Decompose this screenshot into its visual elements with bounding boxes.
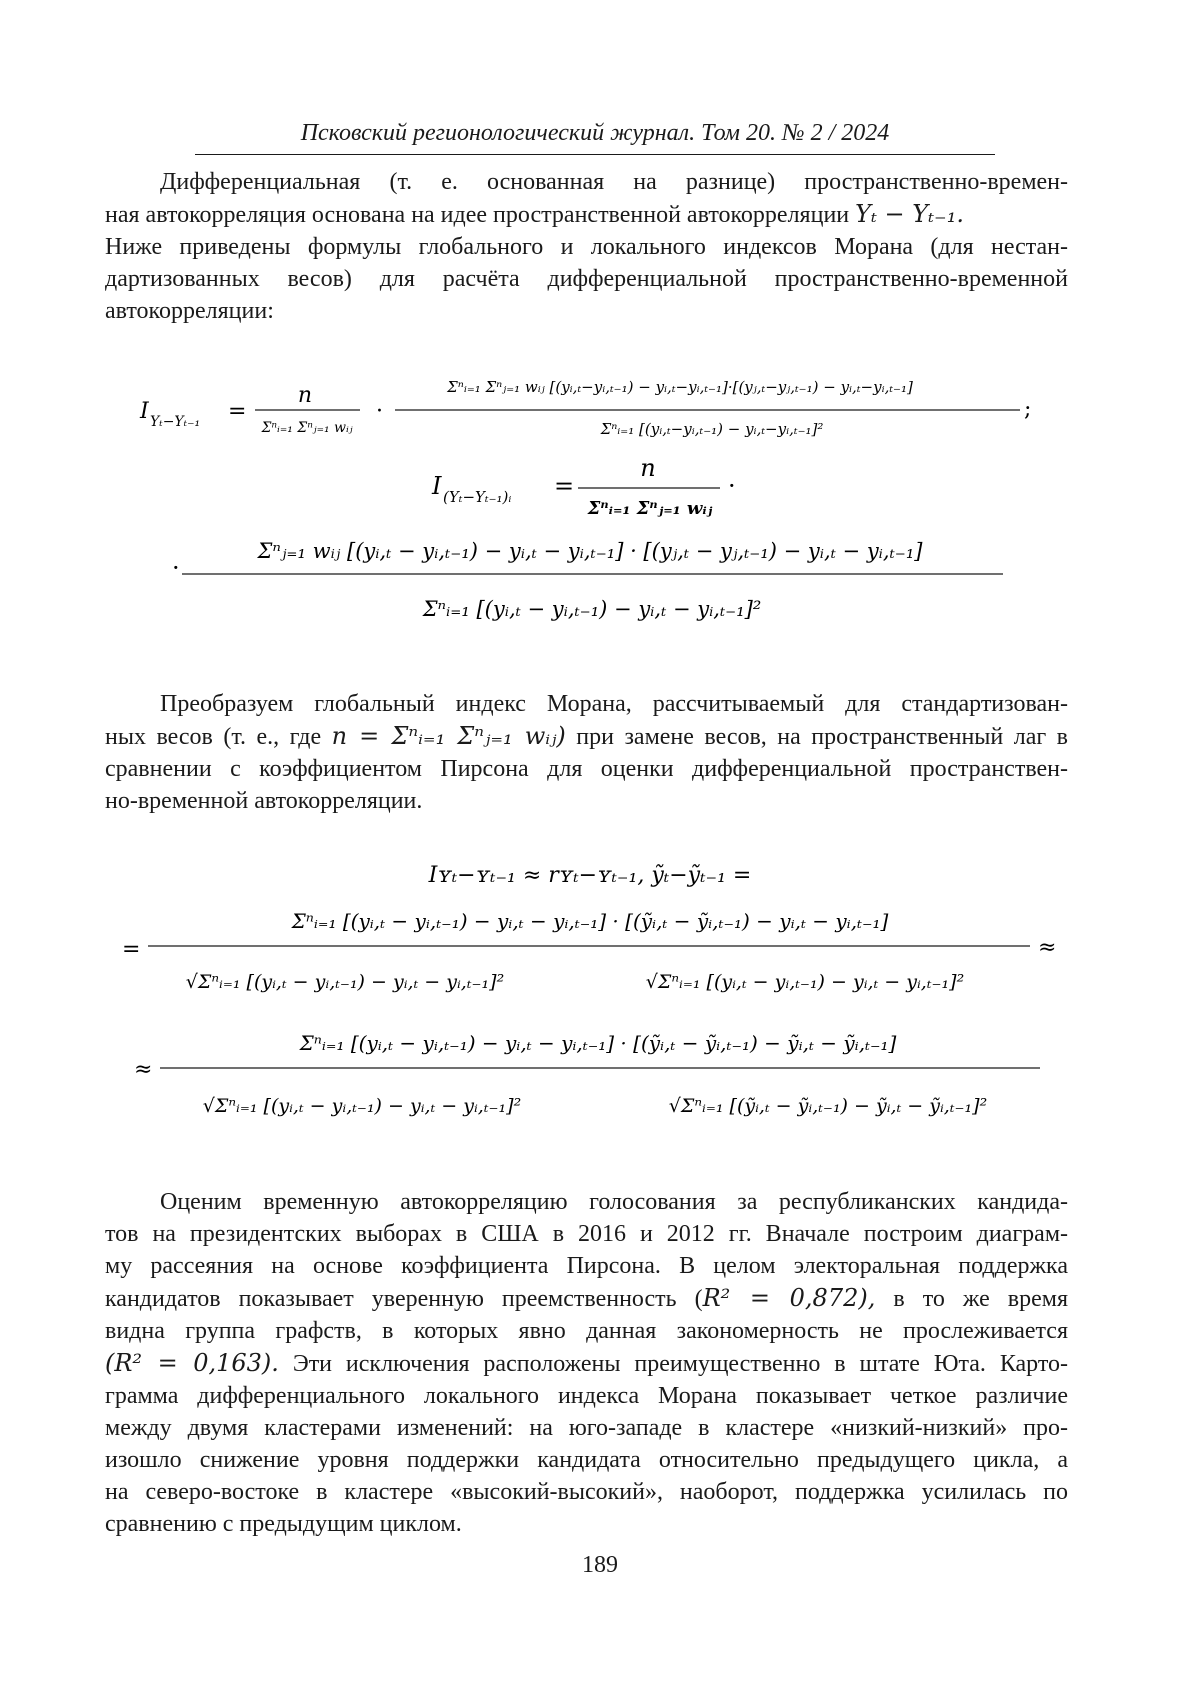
p3-line-10: на северо-востоке в кластере «высокий-высокий», наоборот, поддержка усилилась по bbox=[105, 1479, 1068, 1505]
f3-eq: = bbox=[122, 937, 141, 962]
p1-line-1: Дифференциальная (т. е. основанная на разнице) пространственно-времен- bbox=[160, 169, 1068, 195]
f3-den2b: √Σⁿᵢ₌₁ [(ỹᵢ,ₜ − ỹᵢ,ₜ₋₁) − ỹᵢ,ₜ − ỹᵢ,ₜ₋₁]² bbox=[668, 1095, 988, 1117]
p3-line-3: му рассеяния на основе коэффициента Пирсона. В целом электоральная поддержка bbox=[105, 1253, 1068, 1279]
p3-line-4-a: кандидатов показывает уверенную преемственность ( bbox=[105, 1286, 703, 1312]
f1-big-den: Σⁿᵢ₌₁ [(yᵢ,ₜ−yᵢ,ₜ₋₁) − yᵢ,ₜ−yᵢ,ₜ₋₁]² bbox=[600, 420, 824, 438]
p1-line-2 bbox=[105, 198, 1068, 231]
f3-head: Iʏₜ−ʏₜ₋₁ ≈ rʏₜ−ʏₜ₋₁, ỹₜ−ỹₜ₋₁ = bbox=[428, 863, 752, 888]
p1-line-4: дартизованных весов) для расчёта дифференциальной пространственно-временной bbox=[105, 266, 1068, 292]
p3-line-4 bbox=[105, 1282, 1068, 1315]
f1-big-num: Σⁿᵢ₌₁ Σⁿⱼ₌₁ wᵢⱼ [(yᵢ,ₜ−yᵢ,ₜ₋₁) − yᵢ,ₜ−yᵢ,ₜ₋₁]·[(yⱼ,ₜ−yⱼ,ₜ₋₁) − yᵢ,ₜ−yᵢ,ₜ₋₁] bbox=[447, 378, 913, 396]
f3-den1a: √Σⁿᵢ₌₁ [(yᵢ,ₜ − yᵢ,ₜ₋₁) − yᵢ,ₜ − yᵢ,ₜ₋₁]² bbox=[185, 971, 505, 993]
f2-lhs-sub: (Yₜ−Yₜ₋₁)ᵢ bbox=[443, 488, 512, 506]
p2-line-4: но-временной автокорреляции. bbox=[105, 788, 423, 814]
f3-den1b: √Σⁿᵢ₌₁ [(yᵢ,ₜ − yᵢ,ₜ₋₁) − yᵢ,ₜ − yᵢ,ₜ₋₁]² bbox=[645, 971, 965, 993]
p3-line-6-text: Эти исключения расположены преимущественно в штате Юта. Карто- bbox=[292, 1351, 1069, 1377]
f3-num1: Σⁿᵢ₌₁ [(yᵢ,ₜ − yᵢ,ₜ₋₁) − yᵢ,ₜ − yᵢ,ₜ₋₁] · [(ỹᵢ,ₜ − ỹᵢ,ₜ₋₁) − yᵢ,ₜ − yᵢ,ₜ₋₁] bbox=[291, 909, 889, 933]
f3-den2a: √Σⁿᵢ₌₁ [(yᵢ,ₜ − yᵢ,ₜ₋₁) − yᵢ,ₜ − yᵢ,ₜ₋₁]² bbox=[202, 1095, 522, 1117]
f1-equals: = bbox=[228, 399, 247, 424]
p3-line-11: сравнению с предыдущим циклом. bbox=[105, 1511, 462, 1537]
p3-line-8: между двумя кластерами изменений: на юго-западе в кластере «низкий-низкий» про- bbox=[105, 1415, 1068, 1441]
p3-line-7: грамма дифференциального локального индекса Морана показывает четкое различие bbox=[105, 1383, 1068, 1409]
p2-line-2-a: ных весов (т. е., где bbox=[105, 724, 322, 750]
p1-line-2-text: ная автокорреляция основана на идее пространственной автокорреляции bbox=[105, 202, 850, 228]
f1-lhs-sub: Yₜ−Yₜ₋₁ bbox=[150, 414, 201, 430]
f1-frac-den: Σⁿᵢ₌₁ Σⁿⱼ₌₁ wᵢⱼ bbox=[261, 420, 353, 436]
f1-dot: · bbox=[376, 399, 383, 424]
paragraph-2 bbox=[105, 688, 1068, 817]
paragraph-3 bbox=[105, 1186, 1068, 1540]
f1-frac-num: n bbox=[297, 383, 313, 408]
f2-lead-dot: · bbox=[172, 554, 180, 582]
p2-line-2 bbox=[105, 720, 1068, 753]
paragraph-1 bbox=[105, 166, 1068, 327]
p1-line-5: автокорреляции: bbox=[105, 298, 274, 324]
f2-num: Σⁿⱼ₌₁ wᵢⱼ [(yᵢ,ₜ − yᵢ,ₜ₋₁) − yᵢ,ₜ − yᵢ,ₜ₋₁] · [(yⱼ,ₜ − yⱼ,ₜ₋₁) − yᵢ,ₜ − yᵢ,ₜ₋₁] bbox=[257, 539, 923, 563]
formula-local-moran bbox=[0, 452, 1200, 632]
p3-line-1: Оценим временную автокорреляцию голосования за республиканских кандида- bbox=[160, 1189, 1068, 1215]
formula-global-moran bbox=[0, 368, 1200, 448]
f3-approx2: ≈ bbox=[134, 1057, 153, 1082]
f2-dot-end: · bbox=[728, 472, 736, 500]
p3-line-6 bbox=[105, 1347, 1068, 1380]
f2-frac-num: n bbox=[640, 454, 656, 482]
p2-line-1: Преобразуем глобальный индекс Морана, рассчитываемый для стандартизован- bbox=[160, 691, 1068, 717]
p3-line-9: изошло снижение уровня поддержки кандидата относительно предыдущего цикла, а bbox=[105, 1447, 1068, 1473]
f1-lhs: I bbox=[140, 399, 149, 424]
formula-3-svg bbox=[0, 858, 1200, 1138]
p2-inline-formula: n = Σⁿᵢ₌₁ Σⁿⱼ₌₁ wᵢⱼ) bbox=[331, 722, 566, 750]
p3-line-2: тов на президентских выборах в США в 2016 и 2012 гг. Вначале построим диаграм- bbox=[105, 1221, 1068, 1247]
p1-inline-formula: Yₜ − Yₜ₋₁. bbox=[855, 200, 964, 228]
f1-end: ; bbox=[1024, 397, 1032, 422]
p2-line-3: сравнении с коэффициентом Пирсона для оценки дифференциальной пространствен- bbox=[105, 756, 1068, 782]
f2-frac-den: Σⁿᵢ₌₁ Σⁿⱼ₌₁ wᵢⱼ bbox=[587, 498, 713, 519]
f2-den: Σⁿᵢ₌₁ [(yᵢ,ₜ − yᵢ,ₜ₋₁) − yᵢ,ₜ − yᵢ,ₜ₋₁]² bbox=[422, 597, 762, 621]
f2-equals: = bbox=[554, 472, 575, 500]
p3-line-5: видна группа графств, в которых явно данная закономерность не прослеживается bbox=[105, 1318, 1068, 1344]
p1-line-3: Ниже приведены формулы глобального и локального индексов Морана (для нестан- bbox=[105, 234, 1068, 260]
p2-line-2-b: при замене весов, на пространственный лаг в bbox=[576, 724, 1069, 750]
p3-r2-a: R² = 0,872), bbox=[702, 1284, 876, 1312]
header-rule bbox=[195, 154, 995, 155]
p3-r2-b: (R² = 0,163). bbox=[105, 1349, 279, 1377]
formula-1-svg bbox=[0, 368, 1200, 448]
f3-approx1: ≈ bbox=[1038, 935, 1057, 960]
formula-2-svg bbox=[0, 452, 1200, 632]
f2-lhs: I bbox=[432, 472, 442, 500]
f3-num2: Σⁿᵢ₌₁ [(yᵢ,ₜ − yᵢ,ₜ₋₁) − yᵢ,ₜ − yᵢ,ₜ₋₁] · [(ỹᵢ,ₜ − ỹᵢ,ₜ₋₁) − ỹᵢ,ₜ − ỹᵢ,ₜ₋₁] bbox=[299, 1031, 897, 1055]
formula-moran-pearson bbox=[0, 858, 1200, 1138]
page-number: 189 bbox=[582, 1552, 618, 1578]
journal-header: Псковский регионологический журнал. Том 20. № 2 / 2024 bbox=[300, 120, 890, 146]
p3-line-4-b: в то же время bbox=[893, 1286, 1068, 1312]
